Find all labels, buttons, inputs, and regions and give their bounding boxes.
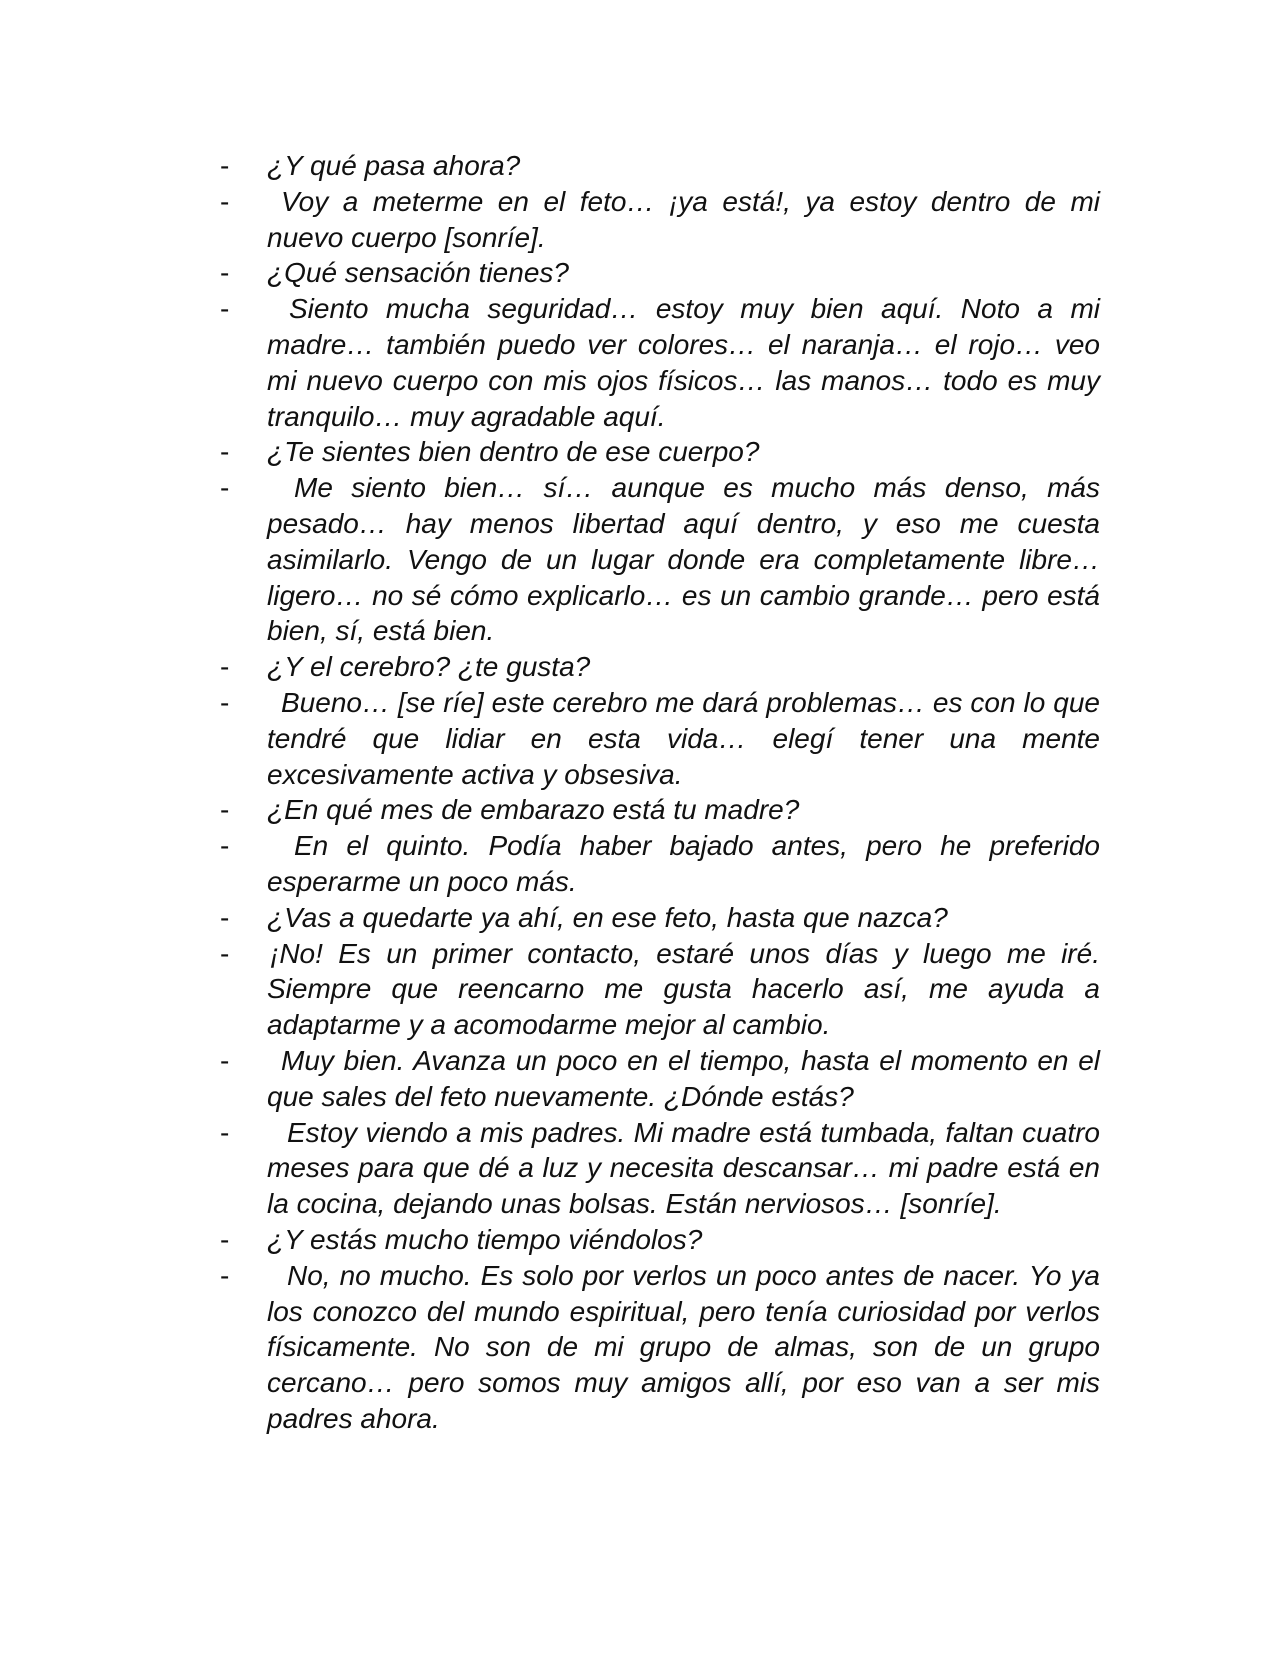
list-dash-marker: - xyxy=(220,436,230,468)
dialogue-line xyxy=(220,900,1100,936)
list-dash-marker: - xyxy=(220,257,230,289)
list-dash-marker: - xyxy=(220,901,230,933)
dialogue-line xyxy=(220,1115,1100,1222)
dialogue-line xyxy=(220,184,1100,256)
dialogue-text: No, no mucho. Es solo por verlos un poco antes de nacer. Yo ya los conozco del mundo espiritual, pero tenía curiosidad por verlos físicamente. No son de mi grupo de almas, son de un grupo cercano… pero somos muy amigos allí, por eso van a ser mis padres ahora. xyxy=(267,1259,1100,1434)
dialogue-text: Bueno… [se ríe] este cerebro me dará problemas… es con lo que tendré que lidiar en esta vida… elegí tener una mente excesivamente activa y obsesiva. xyxy=(267,686,1100,790)
dialogue-line xyxy=(220,685,1100,792)
dialogue-line xyxy=(220,1043,1100,1115)
dialogue-text: ¿Y el cerebro? ¿te gusta? xyxy=(267,651,591,683)
dialogue-text: ¿Qué sensación tienes? xyxy=(267,257,569,289)
dialogue-line xyxy=(220,828,1100,900)
list-dash-marker: - xyxy=(220,472,230,504)
dialogue-text: ¿En qué mes de embarazo está tu madre? xyxy=(267,794,800,826)
dialogue-text: En el quinto. Podía haber bajado antes, pero he preferido esperarme un poco más. xyxy=(267,830,1100,897)
dialogue-line xyxy=(220,1222,1100,1258)
dialogue-text: Voy a meterme en el feto… ¡ya está!, ya estoy dentro de mi nuevo cuerpo [sonríe]. xyxy=(267,185,1100,253)
list-dash-marker: - xyxy=(220,293,230,325)
list-dash-marker: - xyxy=(220,185,230,217)
list-dash-marker: - xyxy=(220,651,230,683)
dialogue-text: Muy bien. Avanza un poco en el tiempo, hasta el momento en el que sales del feto nuevamente. ¿Dónde estás? xyxy=(267,1044,1100,1112)
dialogue-text: Estoy viendo a mis padres. Mi madre está tumbada, faltan cuatro meses para que dé a luz y necesita descansar… mi padre está en la cocina, dejando unas bolsas. Están nerviosos… [sonríe]. xyxy=(267,1116,1100,1220)
list-dash-marker: - xyxy=(220,1259,230,1291)
list-dash-marker: - xyxy=(220,794,230,826)
dialogue-text: ¿Y qué pasa ahora? xyxy=(267,150,521,181)
dialogue-line xyxy=(220,1258,1100,1437)
dialogue-text: ¿Te sientes bien dentro de ese cuerpo? xyxy=(267,436,760,468)
dialogue-text: Me siento bien… sí… aunque es mucho más denso, más pesado… hay menos libertad aquí dentro, y eso me cuesta asimilarlo. Vengo de un lugar donde era completamente libre… ligero… no sé cómo explicarlo… es un cambio grande… pero está bien, sí, está bien. xyxy=(267,472,1100,647)
dialogue-line xyxy=(220,148,1100,184)
list-dash-marker: - xyxy=(220,937,230,969)
dialogue-text: ¡No! Es un primer contacto, estaré unos días y luego me iré. Siempre que reencarno me gusta hacerlo así, me ayuda a adaptarme y a acomodarme mejor al cambio. xyxy=(267,937,1100,1041)
dialogue-line xyxy=(220,434,1100,470)
dialogue-line xyxy=(220,792,1100,828)
dialogue-text: ¿Vas a quedarte ya ahí, en ese feto, hasta que nazca? xyxy=(267,901,948,933)
list-dash-marker: - xyxy=(220,150,230,181)
dialogue-line xyxy=(220,936,1100,1043)
list-dash-marker: - xyxy=(220,686,230,718)
list-dash-marker: - xyxy=(220,1223,230,1255)
dialogue-list xyxy=(220,148,1100,1437)
list-dash-marker: - xyxy=(220,830,230,862)
dialogue-line xyxy=(220,649,1100,685)
dialogue-line xyxy=(220,255,1100,291)
list-dash-marker: - xyxy=(220,1116,230,1148)
dialogue-text: ¿Y estás mucho tiempo viéndolos? xyxy=(267,1223,703,1255)
dialogue-line xyxy=(220,470,1100,649)
list-dash-marker: - xyxy=(220,1044,230,1076)
dialogue-line xyxy=(220,291,1100,434)
dialogue-text: Siento mucha seguridad… estoy muy bien aquí. Noto a mi madre… también puedo ver colores… el naranja… el rojo… veo mi nuevo cuerpo con mis ojos físicos… las manos… todo es muy tranquilo… muy agradable aquí. xyxy=(267,293,1100,432)
